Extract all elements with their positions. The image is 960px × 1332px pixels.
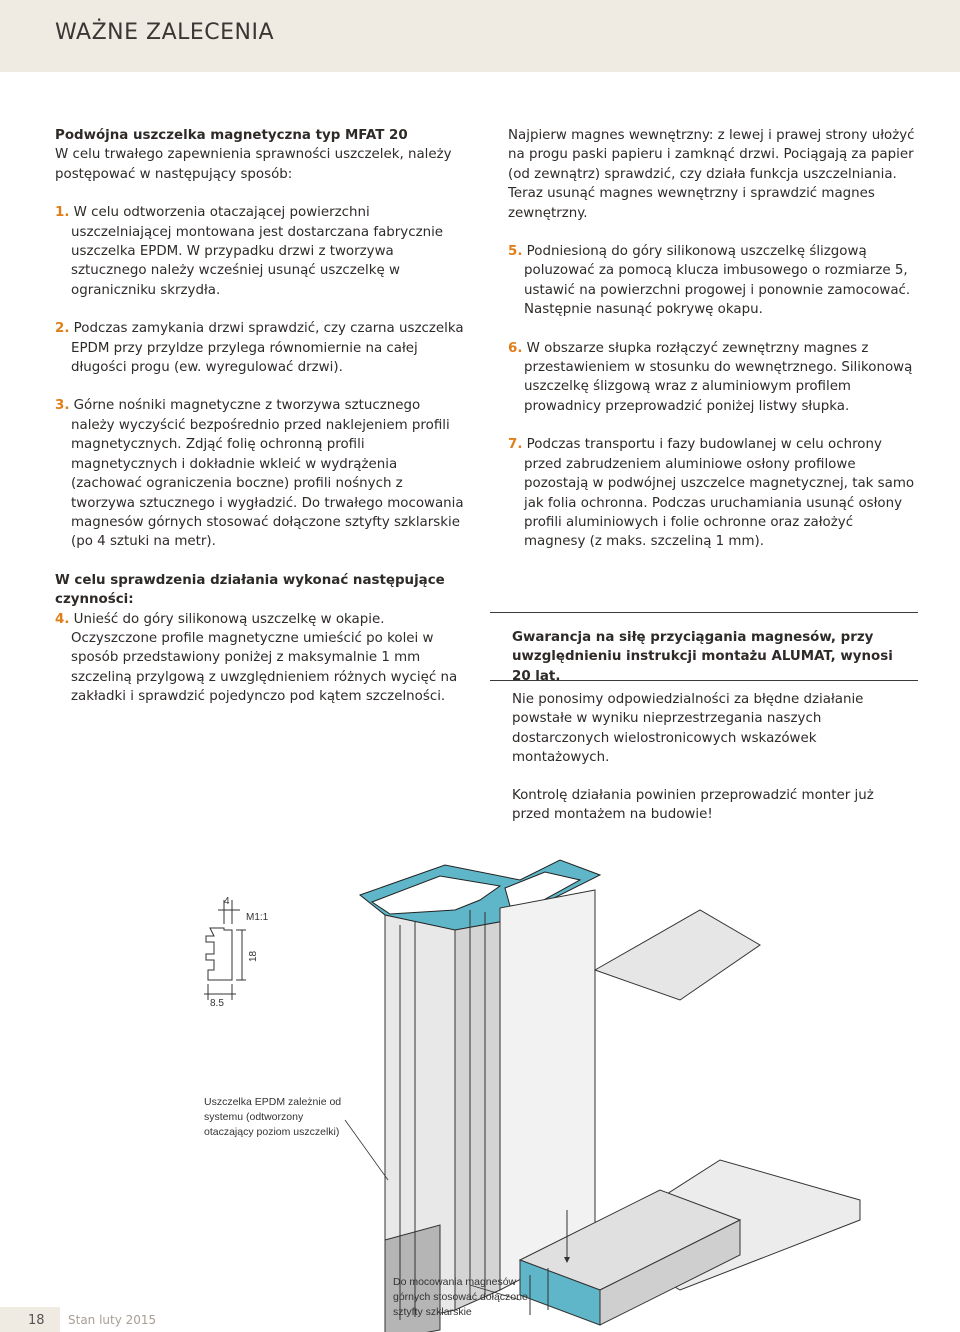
divider-top (490, 612, 918, 613)
item-number: 1. (55, 205, 70, 221)
scale-label: M1:1 (246, 912, 269, 923)
disclaimer-text: Nie ponosimy odpowiedzialności za błędne działanie powstałe w wyniku nieprzestrzegania naszych dostarczonych wielostronicowych wskazówek montażowych. (512, 692, 864, 766)
dim-height: 18 (248, 950, 259, 962)
label-epdm-line3: otaczający poziom uszczelki) (204, 1126, 340, 1138)
item-number: 4. (55, 611, 70, 627)
item-number: 6. (508, 340, 523, 356)
item-text: Górne nośniki magnetyczne z tworzywa sztucznego należy wyczyścić bezpośrednio przed naklejeniem profili magnetycznych. Zdjąć folię ochronną profili magnetycznych i dokładnie wkleić w wydrążenia (zachować ograniczenia boczne) profili nośnych z tworzywa sztucznego i wygładzić. Do trwałego mocowania magnesów górnych stosować dołączone sztyfty szklarskie (po 4 sztuki na metr). (71, 398, 464, 550)
divider-bottom (490, 680, 918, 681)
item-text: Podczas zamykania drzwi sprawdzić, czy czarna uszczelka EPDM przy przyldze przylega równomiernie na całej długości progu (ew. wyregulować drzwi). (71, 321, 464, 376)
technical-drawing (0, 820, 960, 1332)
list-item-2 (55, 319, 465, 377)
item-number: 5. (508, 244, 523, 260)
list-item-4 (55, 610, 465, 707)
label-pins-line3: sztyfty szklarskie (393, 1306, 472, 1318)
page-title: WAŻNE ZALECENIA (55, 20, 275, 45)
item-number: 7. (508, 437, 523, 453)
item-text: Unieść do góry silikonową uszczelkę w okapie. Oczyszczone profile magnetyczne umieścić po kolei w sposób przedstawiony poniżej z maksymalnie 1 mm szczeliną przylgową z uwzględnieniem różnych wycięć na zakładki i sprawdzić pojedynczo pod kątem szczelności. (71, 611, 458, 705)
list-item-3 (55, 396, 465, 551)
item-text: W obszarze słupka rozłączyć zewnętrzny magnes z przestawieniem w stosunku do wewnętrznego. Silikonową uszczelkę ślizgową wraz z aluminiowym profilem prowadnicy przeprowadzić poniżej listwy słupka. (524, 340, 913, 414)
page-number: 18 (28, 1313, 45, 1328)
list-item-1 (55, 203, 465, 300)
label-epdm-line2: systemu (odtworzony (204, 1111, 304, 1123)
guarantee-note: Gwarancja na siłę przyciągania magnesów, przy uwzględnieniu instrukcji montażu ALUMAT, wynosi 20 lat. (512, 630, 893, 684)
intro-text: W celu trwałego zapewnienia sprawności uszczelek, należy postępować w następujący sposób: (55, 147, 452, 182)
right-column (508, 126, 918, 552)
footer-date: Stan luty 2015 (68, 1313, 157, 1327)
left-column (55, 126, 465, 707)
dim-width-bottom: 8.5 (210, 998, 224, 1009)
list-item-5 (508, 242, 918, 320)
disclaimer-text: Kontrolę działania powinien przeprowadzić monter już przed montażem na budowie! (512, 787, 874, 823)
item-text: Podczas transportu i fazy budowlanej w celu ochrony przed zabrudzeniem aluminiowe osłony profilowe pozostają w podwójnej uszczelce magnetycznej, tak samo jak folia ochronna. Podczas uruchamiania usunąć osłony profili aluminiowych i folie ochronne oraz założyć magnesy (z maks. szczeliną 1 mm). (524, 437, 915, 550)
door-frame-profile (360, 860, 860, 1332)
intro-text: Najpierw magnes wewnętrzny: z lewej i prawej strony ułożyć na progu paski papieru i zamknąć drzwi. Pociągają za papier (od zewnątrz) sprawdzić, czy działa funkcja uszczelniania. Teraz usunąć magnes wewnętrzny i sprawdzić magnes zewnętrzny. (508, 128, 915, 221)
check-heading: W celu sprawdzenia działania wykonać następujące czynności: (55, 572, 445, 608)
item-number: 3. (55, 398, 70, 414)
label-pins-line1: Do mocowania magnesów (393, 1276, 517, 1288)
item-text: Podniesioną do góry silikonową uszczelkę ślizgową poluzować za pomocą klucza imbusowego o rozmiarze 5, ustawić na powierzchni progowej i ponownie zamocować. Następnie nasunąć pokrywę okapu. (524, 244, 911, 318)
list-item-7 (508, 435, 918, 551)
page-header (0, 0, 960, 72)
label-epdm-line1: Uszczelka EPDM zależnie od (204, 1096, 342, 1108)
item-text: W celu odtworzenia otaczającej powierzchni uszczelniającej montowana jest dostarczana fabrycznie uszczelka EPDM. W przypadku drzwi z tworzywa sztucznego należy wcześniej usunąć uszczelkę w ograniczniku skrzydła. (71, 205, 444, 298)
seal-profile-diagram (204, 900, 246, 1000)
label-pins-line2: górnych stosować dołączone (393, 1291, 528, 1303)
callout-line-epdm (345, 1120, 388, 1180)
list-item-6 (508, 339, 918, 417)
dim-width-top: 4 (224, 896, 230, 907)
section-heading: Podwójna uszczelka magnetyczna typ MFAT 20 (55, 128, 408, 143)
item-number: 2. (55, 321, 70, 337)
